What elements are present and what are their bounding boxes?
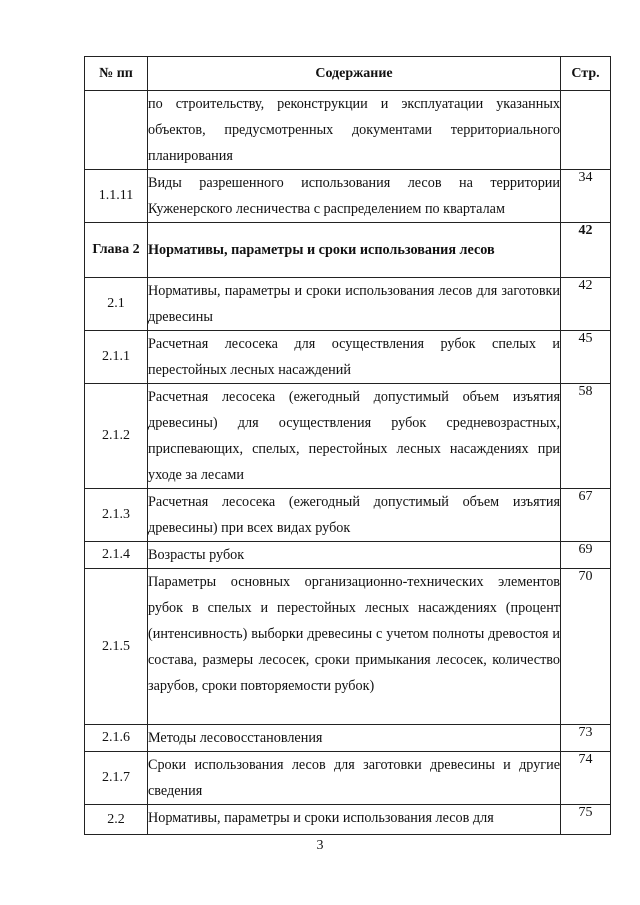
row-content: Расчетная лесосека (ежегодный допустимый объем изъятия древесины) при всех видах рубок — [148, 489, 561, 542]
row-num: 2.1 — [85, 278, 148, 331]
row-page: 45 — [561, 331, 611, 384]
row-page — [561, 91, 611, 170]
row-page: 75 — [561, 805, 611, 835]
chapter-row — [85, 223, 611, 278]
row-num: 2.1.1 — [85, 331, 148, 384]
row-num: 2.1.2 — [85, 384, 148, 489]
row-content: Расчетная лесосека (ежегодный допустимый объем изъятия древесины) для осуществления рубок средневозрастных, приспевающих, спелых, перестойных лесных насаждениях при уходе за лесами — [148, 384, 561, 489]
row-num — [85, 91, 148, 170]
table-row — [85, 91, 611, 170]
row-page: 73 — [561, 725, 611, 752]
row-num: 1.1.11 — [85, 170, 148, 223]
row-num: Глава 2 — [85, 223, 148, 278]
table-row — [85, 569, 611, 725]
table-row — [85, 725, 611, 752]
table-header-row — [85, 57, 611, 91]
row-content: Расчетная лесосека для осуществления рубок спелых и перестойных лесных насаждений — [148, 331, 561, 384]
header-page: Стр. — [561, 57, 611, 91]
table-row — [85, 331, 611, 384]
row-page: 74 — [561, 752, 611, 805]
row-page: 42 — [561, 278, 611, 331]
table-row — [85, 805, 611, 835]
table-row — [85, 752, 611, 805]
row-num: 2.1.6 — [85, 725, 148, 752]
row-num: 2.1.4 — [85, 542, 148, 569]
row-content: Нормативы, параметры и сроки использования лесов для заготовки древесины — [148, 278, 561, 331]
header-num: № пп — [85, 57, 148, 91]
row-content: Возрасты рубок — [148, 542, 561, 569]
table-row — [85, 542, 611, 569]
row-content: Методы лесовосстановления — [148, 725, 561, 752]
table-row — [85, 489, 611, 542]
row-content: Нормативы, параметры и сроки использования лесов — [148, 223, 561, 278]
row-page: 34 — [561, 170, 611, 223]
row-page: 58 — [561, 384, 611, 489]
row-page: 69 — [561, 542, 611, 569]
row-page: 67 — [561, 489, 611, 542]
page-number: 3 — [316, 838, 324, 853]
row-num: 2.1.7 — [85, 752, 148, 805]
table-row — [85, 170, 611, 223]
row-page: 70 — [561, 569, 611, 725]
header-content: Содержание — [148, 57, 561, 91]
row-content: по строительству, реконструкции и эксплуатации указанных объектов, предусмотренных документами территориального планирования — [148, 91, 561, 170]
table-row — [85, 278, 611, 331]
row-content: Сроки использования лесов для заготовки древесины и другие сведения — [148, 752, 561, 805]
row-content: Параметры основных организационно-технических элементов рубок в спелых и перестойных лесных насаждениях (процент (интенсивность) выборки древесины с учетом полноты древостоя и состава, размеры лесосек, сроки примыкания лесосек, количество зарубов, сроки повторяемости рубок) — [148, 569, 561, 725]
row-page: 42 — [561, 223, 611, 278]
table-row — [85, 384, 611, 489]
row-num: 2.1.3 — [85, 489, 148, 542]
row-num: 2.1.5 — [85, 569, 148, 725]
row-content: Виды разрешенного использования лесов на территории Куженерского лесничества с распределением по кварталам — [148, 170, 561, 223]
toc-table — [84, 56, 611, 835]
row-num: 2.2 — [85, 805, 148, 835]
row-content: Нормативы, параметры и сроки использования лесов для — [148, 805, 561, 835]
